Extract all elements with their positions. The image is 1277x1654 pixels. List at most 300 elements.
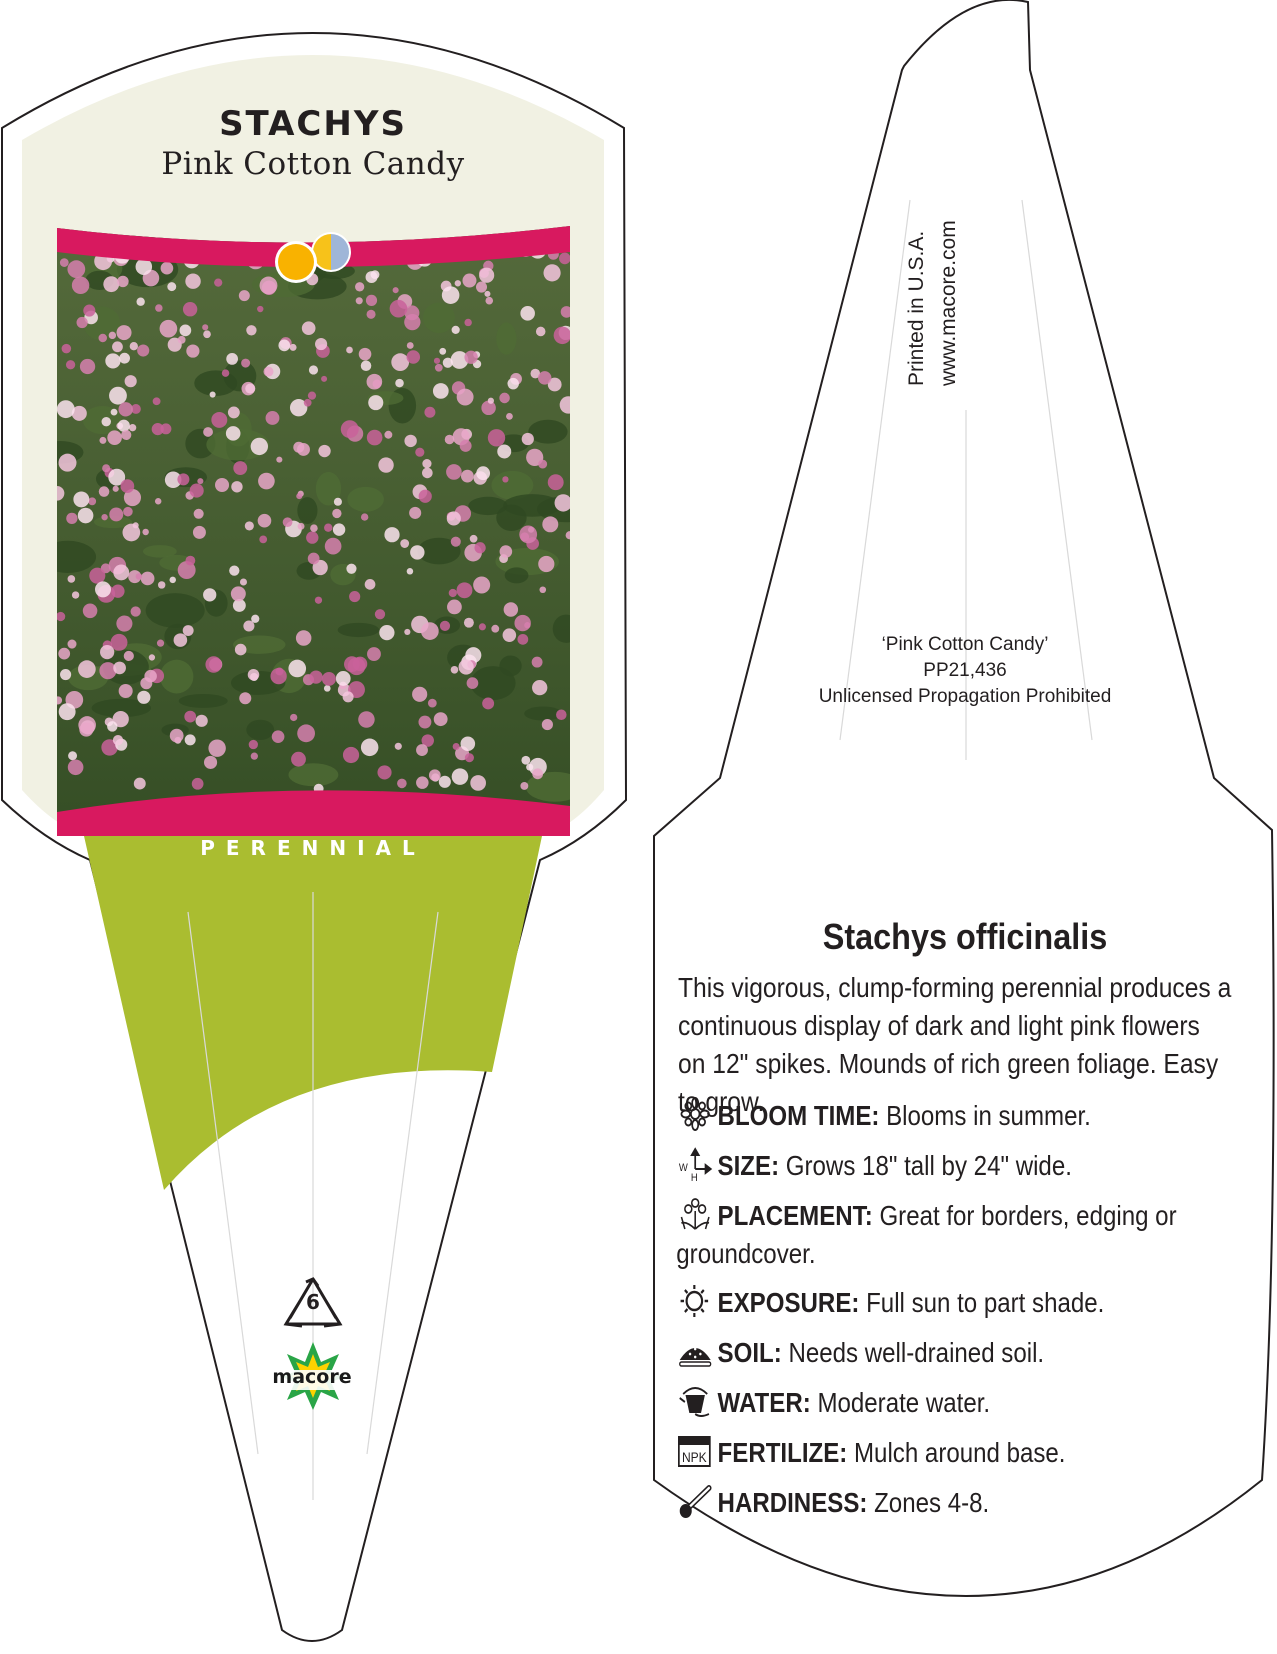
flower-spike [241,359,250,368]
flower-spike [359,348,372,361]
flower-spike [78,508,94,524]
flower-spike [259,535,267,543]
attr-label: FERTILIZE: [717,1437,848,1468]
flower-spike [136,573,142,579]
foliage [423,303,455,333]
flower-spike [390,300,408,318]
flower-spike [393,287,399,293]
flower-spike [214,279,222,287]
flower-spike [169,577,176,584]
flower-spike [415,448,424,457]
soil-icon [678,1334,714,1368]
flower-spike [343,691,354,702]
flower-spike [485,297,493,305]
flower-spike [521,756,530,765]
flower-spike [251,438,268,455]
flower-spike [239,692,251,704]
flower-spike [524,622,530,628]
flower-spike [113,565,129,581]
flower-spike [325,538,342,555]
flower-spike [249,740,258,749]
flower-spike [446,464,462,480]
flower-spike [233,461,247,475]
flower-spike [228,406,240,418]
flower-spike [109,332,116,339]
flower-spike [482,698,494,710]
flower-spike [318,445,330,457]
flower-spike [257,306,263,312]
flower-spike [246,325,256,335]
recycle-code: 6 [306,1290,320,1314]
flower-spike [395,379,403,387]
flower-spike [229,566,239,576]
flower-spike [349,591,360,602]
flower-spike [251,753,258,760]
watering-can-icon [678,1384,714,1418]
scientific-name: Stachys officinalis [822,916,1108,957]
flower-spike [465,753,474,762]
flower-spike [384,431,392,439]
flower-spike [324,523,332,531]
attr-label: SOIL: [717,1337,782,1368]
flower-spike [112,341,123,352]
flower-spike [355,282,364,291]
flower-spike [452,326,460,334]
flower-spike [308,553,320,565]
flower-spike [231,481,242,492]
flower-spike [422,459,431,468]
flower-spike [484,291,490,297]
flower-spike [203,427,213,437]
flower-spike [491,625,499,633]
flower-spike [400,539,409,548]
svg-text:H: H [690,1172,698,1181]
flower-spike [109,507,123,521]
sun-outline-icon [678,1284,714,1318]
foliage [496,323,516,355]
foliage [297,497,317,524]
propagation-notice: Unlicensed Propagation Prohibited [818,686,1112,707]
size-arrows-icon [678,1147,714,1181]
flower-spike [470,775,486,791]
flower-spike [149,654,155,660]
flower-spike [366,295,377,306]
flower-spike [297,724,315,742]
flower-spike [251,615,259,623]
flower-spike [170,729,184,743]
flower-spike [375,609,385,619]
flower-spike [519,526,537,544]
flower-spike [235,644,247,656]
flower-spike [419,490,432,503]
flower-spike [68,751,77,760]
flower-spike [367,647,381,661]
flower-spike [155,498,161,504]
flower-spike [137,691,150,704]
flower-spike [447,511,461,525]
flower-spike [136,298,144,306]
flower-spike [129,424,136,431]
brand-name: macore [272,1366,352,1388]
flower-spike [59,454,77,472]
flower-spike [240,578,247,585]
flower-spike [332,509,341,518]
category-label: PERENNIAL [200,836,426,860]
flower-spike [140,677,152,689]
flower-spike [461,736,476,751]
flower-spike [457,389,474,406]
flower-spike [378,457,393,472]
flower-spike [134,778,146,790]
flower-spike [117,276,128,287]
flower-spike [60,669,71,680]
flower-spike [203,330,211,338]
flower-spike [68,759,84,775]
flower-spike [368,395,383,410]
flower-spike [239,290,250,301]
flower-spike [464,351,477,364]
flower-spike [404,629,410,635]
flower-spike [407,350,421,364]
foliage [179,694,228,708]
attr-value-cont: groundcover. [676,1238,816,1269]
flower-spike [125,375,137,387]
flower-spike [275,667,283,675]
flower-spike [407,342,414,349]
attr-label: WATER: [717,1387,811,1418]
flower-spike [532,657,543,668]
flower-spike [174,633,188,647]
attr-fertilize [678,1434,1228,1472]
flower-spike [556,709,567,720]
flower-spike [554,327,572,345]
flower-spike [100,645,114,659]
flower-spike [538,556,554,572]
flower-spike [440,621,450,631]
flower-spike [356,297,363,304]
flower-spike [542,719,553,730]
flower-spike [99,486,110,497]
flower-spike [266,411,280,425]
flower-spike [532,768,543,779]
flower-spike [474,542,485,553]
flower-spike [502,476,508,482]
flower-spike [57,400,75,418]
foliage [194,370,237,396]
flower-spike [77,317,88,328]
flower-spike [186,344,199,357]
flower-spike [434,358,440,364]
attr-label: EXPOSURE: [717,1287,860,1318]
flower-spike [121,430,131,440]
flower-spike [457,582,473,598]
flower-spike [439,776,451,788]
flower-spike [58,648,70,660]
flower-spike [538,371,551,384]
flower-spike [211,412,227,428]
flower-spike [243,620,254,631]
flower-spike [120,479,134,493]
flower-spike [62,344,72,354]
flower-spike [180,325,192,337]
flower-spike [67,640,76,649]
flower-spike [497,445,511,459]
attr-value: Mulch around base. [847,1437,1066,1468]
flower-spike [479,623,486,630]
flower-spike [68,575,76,583]
flower-spike [291,752,306,767]
foliage [288,763,338,786]
flower-spike [102,417,111,426]
flower-spike [101,514,107,520]
flower-spike [548,474,564,490]
flower-spike [231,586,246,601]
flower-spike [488,398,494,404]
flower-spike [304,399,312,407]
patent-number: PP21,436 [923,660,1007,681]
flower-spike [124,651,134,661]
flower-spike [160,423,171,434]
flower-spike [178,336,186,344]
flower-spike [460,440,472,452]
flower-spike [167,282,176,291]
flower-spike [196,715,208,727]
flower-spike [499,393,510,404]
attr-exposure [678,1284,1228,1322]
flower-spike [131,606,141,616]
flower-spike [367,374,383,390]
foliage [146,593,205,628]
flower-spike [205,656,221,672]
flower-spike [245,521,254,530]
attr-value: Great for borders, edging or [872,1200,1177,1231]
flower-spike [185,273,200,288]
flower-spike [344,656,360,672]
flower-spike [258,473,275,490]
flower-spike [194,509,204,519]
flower-spike [80,359,95,374]
flower-spike [422,468,433,479]
flower-spike [473,576,490,593]
trade-name: ‘Pink Cotton Candy’ [881,634,1049,655]
flower-spike [290,344,297,351]
flower-spike [59,703,76,720]
flower-spike [78,660,96,678]
flower-spike [119,353,130,364]
flower-spike [467,677,479,689]
flower-spike [88,497,96,505]
flower-spike [310,524,318,532]
flower-spike [185,556,195,566]
flower-spike [119,684,133,698]
flower-spike [409,507,421,519]
plant-photo [38,220,596,840]
flower-spike [203,588,216,601]
flower-spike [103,276,119,292]
flower-spike [190,483,204,497]
flower-spike [464,319,471,326]
flower-spike [118,420,130,432]
flower-spike [418,716,431,729]
genus-title: STACHYS [219,104,407,144]
flower-spike [113,662,126,675]
flower-spike [296,493,302,499]
flower-spike [193,526,206,539]
flower-spike [99,334,108,343]
svg-text:W: W [678,1162,688,1175]
flower-spike [439,348,446,355]
thermometer-icon [678,1484,714,1518]
flower-spike [137,344,149,356]
flower-spike [222,369,229,376]
variety-name: Pink Cotton Candy [161,146,465,182]
flower-spike [111,409,118,416]
flower-spike [324,685,331,692]
flower-spike [67,260,85,278]
flower-spike [309,670,322,683]
flower-spike [79,723,93,737]
flower-spike [130,342,138,350]
flower-spike [264,367,274,377]
foliage [347,487,384,512]
flower-spike [105,353,120,368]
attr-value: Zones 4-8. [867,1487,990,1518]
flower-spike [333,523,345,535]
attr-value: Full sun to part shade. [859,1287,1105,1318]
flower-spike [117,325,132,340]
flower-spike [407,568,414,575]
flower-spike [102,464,110,472]
flower-spike [358,711,374,727]
flower-spike [107,721,117,731]
flower-spike [210,392,216,398]
flower-spike [56,612,65,621]
flower-spike [258,514,272,528]
flower-spike [464,618,474,628]
flower-spike [346,564,356,574]
flower-spike [73,491,89,507]
flower-spike [72,591,79,598]
flower-spike [452,768,469,785]
flower-spike [520,306,535,321]
flower-icon [678,1097,714,1131]
flower-spike [118,402,132,416]
flower-spike [470,535,478,543]
flower-spike [410,545,424,559]
flower-spike [367,310,376,319]
flower-spike [379,625,394,640]
flower-spike [283,517,293,527]
flower-spike [391,353,409,371]
flower-spike [111,585,124,598]
attr-soil [678,1334,1228,1372]
attr-value: Grows 18" tall by 24" wide. [779,1150,1072,1181]
flower-spike [447,600,462,615]
flower-spike [192,778,204,790]
trade-info [780,632,1150,710]
flower-spike [293,442,304,453]
flower-spike [517,634,528,645]
flower-spike [500,545,513,558]
flower-spike [89,568,105,584]
flower-spike [157,640,164,647]
flower-spike [226,426,241,441]
flower-spike [543,264,560,281]
flower-spike [248,669,260,681]
flower-spike [504,602,518,616]
placement-icon [678,1197,714,1231]
flower-spike [158,581,165,588]
attr-water [678,1384,1228,1422]
flower-spike [83,305,95,317]
flower-spike [434,712,448,726]
flower-spike [202,324,208,330]
flower-spike [451,537,461,547]
attr-placement [678,1197,1228,1273]
flower-spike [538,460,547,469]
foliage [528,420,567,444]
attr-value: Moderate water. [810,1387,991,1418]
flower-spike [308,391,316,399]
flower-spike [412,687,427,702]
flower-spike [66,360,75,369]
flower-spike [429,769,441,781]
flower-spike [155,304,162,311]
flower-spike [453,743,460,750]
flower-spike [462,274,476,288]
flower-spike [288,660,306,678]
attr-label: HARDINESS: [717,1487,868,1518]
flower-spike [66,513,77,524]
flower-spike [476,282,487,293]
flower-spike [113,735,123,745]
flower-spike [272,730,285,743]
flower-spike [346,347,353,354]
attr-value: Needs well-drained soil. [781,1337,1045,1368]
flower-spike [109,387,127,405]
flower-spike [306,531,318,543]
attr-hardiness [678,1484,1228,1522]
flower-spike [334,498,342,506]
flower-spike [160,320,178,338]
foliage [338,623,380,637]
flower-spike [177,473,189,485]
flower-spike [479,268,494,283]
flower-spike [302,321,316,335]
flower-spike [208,739,225,756]
flower-spike [290,714,297,721]
flower-spike [461,470,474,483]
flower-spike [416,776,429,789]
flower-spike [416,744,428,756]
flower-spike [520,782,528,790]
flower-spike [536,327,546,337]
flower-spike [161,262,174,275]
flower-spike [435,364,443,372]
flower-spike [371,270,380,279]
attr-label: BLOOM TIME: [717,1100,880,1131]
flower-spike [60,258,69,267]
flower-spike [184,711,196,723]
flower-spike [142,529,148,535]
flower-spike [361,360,372,371]
flower-spike [506,413,513,420]
flower-spike [260,277,278,295]
npk-icon [678,1434,714,1468]
flower-spike [377,765,391,779]
print-info [905,200,1010,390]
flower-spike [421,622,439,640]
